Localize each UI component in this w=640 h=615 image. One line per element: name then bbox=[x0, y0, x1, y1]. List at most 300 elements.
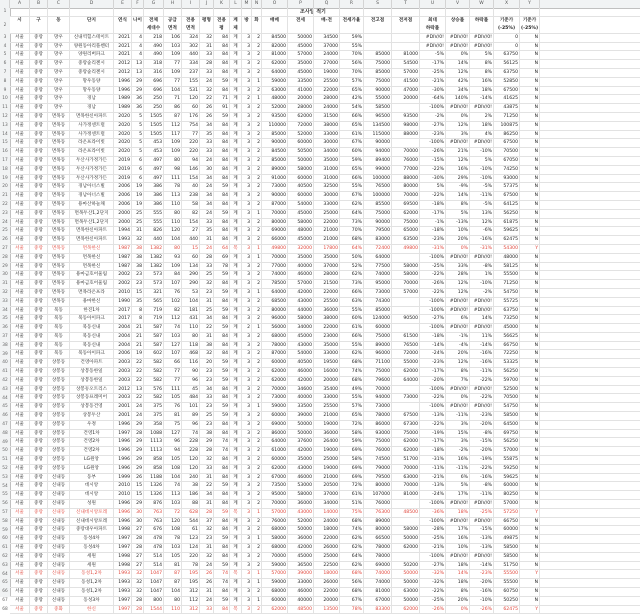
cell[interactable]: 74% bbox=[340, 368, 364, 377]
cell[interactable]: 16000 bbox=[314, 368, 340, 377]
cell[interactable]: 42% bbox=[446, 78, 470, 87]
cell[interactable]: 105 bbox=[164, 394, 182, 403]
cell[interactable]: 316 bbox=[144, 69, 164, 78]
cell[interactable]: 묵동아이파크 bbox=[70, 315, 114, 324]
cell[interactable]: 60000 bbox=[262, 412, 288, 421]
cell[interactable]: 100000 bbox=[364, 175, 392, 184]
cell[interactable]: 19000 bbox=[314, 465, 340, 474]
cell[interactable]: 32 bbox=[200, 34, 214, 43]
cell[interactable]: 중랑 bbox=[30, 87, 48, 96]
cell[interactable]: 76300 bbox=[364, 509, 392, 518]
cell[interactable]: 28 bbox=[200, 509, 214, 518]
cell[interactable]: 경남아너스빌 bbox=[70, 183, 114, 192]
cell[interactable]: 20% bbox=[446, 350, 470, 359]
cell[interactable]: 3 bbox=[242, 227, 252, 236]
cell[interactable]: 65% bbox=[340, 412, 364, 421]
cell[interactable]: 31 bbox=[200, 588, 214, 597]
cell[interactable]: 84 bbox=[214, 430, 230, 439]
cell[interactable]: 3 bbox=[242, 78, 252, 87]
cell[interactable]: 83000 bbox=[364, 236, 392, 245]
cell[interactable]: -5% bbox=[420, 51, 446, 60]
cell[interactable]: 32000 bbox=[288, 245, 314, 254]
cell[interactable]: 440 bbox=[182, 236, 200, 245]
cell[interactable]: 2 bbox=[252, 175, 262, 184]
cell[interactable]: 3% bbox=[446, 438, 470, 447]
cell[interactable]: 서울 bbox=[10, 166, 30, 175]
cell[interactable]: 0% bbox=[446, 245, 470, 254]
cell[interactable]: 68% bbox=[340, 570, 364, 579]
cell[interactable]: #DIV/0! bbox=[446, 403, 470, 412]
cell[interactable]: 228 bbox=[182, 447, 200, 456]
cell[interactable]: 69000 bbox=[364, 562, 392, 571]
cell[interactable]: 서울 bbox=[10, 271, 30, 280]
cell[interactable]: 60000 bbox=[364, 324, 392, 333]
cell[interactable]: 312 bbox=[182, 606, 200, 615]
cell[interactable]: 중랑 bbox=[30, 166, 48, 175]
header-cell[interactable]: 시 bbox=[10, 17, 30, 34]
cell[interactable]: 3 bbox=[242, 544, 252, 553]
cell[interactable]: 12% bbox=[446, 157, 470, 166]
cell[interactable]: -22% bbox=[420, 166, 446, 175]
cell[interactable]: 86000 bbox=[364, 421, 392, 430]
cell[interactable]: 묵동 bbox=[48, 315, 70, 324]
cell[interactable]: 33 bbox=[200, 219, 214, 228]
cell[interactable]: 상봉듀오트리스 bbox=[70, 386, 114, 395]
cell[interactable]: -16% bbox=[470, 588, 494, 597]
cell[interactable]: 89400 bbox=[364, 157, 392, 166]
row-number[interactable]: 17 bbox=[2, 158, 8, 163]
cell[interactable]: 587 bbox=[144, 324, 164, 333]
cell[interactable]: 계 bbox=[230, 315, 242, 324]
cell[interactable]: 62000 bbox=[392, 606, 420, 615]
cell[interactable]: 62000 bbox=[288, 113, 314, 122]
cell[interactable]: 84 bbox=[214, 34, 230, 43]
cell[interactable]: #DIV/0! bbox=[470, 518, 494, 527]
cell[interactable]: N bbox=[520, 394, 540, 403]
cell[interactable]: 1 bbox=[252, 570, 262, 579]
cell[interactable]: 14% bbox=[446, 192, 470, 201]
cell[interactable]: 77 bbox=[164, 377, 182, 386]
cell[interactable]: 45 bbox=[182, 386, 200, 395]
cell[interactable]: -18% bbox=[420, 333, 446, 342]
cell[interactable]: 상봉동 bbox=[48, 377, 70, 386]
row-number[interactable]: 27 bbox=[2, 246, 8, 251]
cell[interactable]: 60000 bbox=[288, 139, 314, 148]
cell[interactable]: 440 bbox=[182, 51, 200, 60]
cell[interactable]: 59 bbox=[214, 368, 230, 377]
cell[interactable]: 321 bbox=[144, 289, 164, 298]
cell[interactable]: 68000 bbox=[262, 588, 288, 597]
cell[interactable]: 64% bbox=[340, 553, 364, 562]
cell[interactable]: 2010 bbox=[114, 491, 132, 500]
cell[interactable]: 3 bbox=[242, 210, 252, 219]
cell[interactable]: 계 bbox=[230, 104, 242, 113]
cell[interactable]: 1990 bbox=[114, 298, 132, 307]
cell[interactable]: 118 bbox=[182, 342, 200, 351]
row-number[interactable]: 35 bbox=[2, 316, 8, 322]
cell[interactable] bbox=[164, 8, 182, 17]
cell[interactable]: 서울 bbox=[10, 315, 30, 324]
cell[interactable]: 3 bbox=[242, 412, 252, 421]
cell[interactable] bbox=[314, 8, 340, 17]
row-number[interactable]: 50 bbox=[2, 448, 8, 454]
cell[interactable]: 서울 bbox=[10, 491, 30, 500]
cell[interactable]: 3 bbox=[242, 69, 252, 78]
cell[interactable]: 계 bbox=[230, 280, 242, 289]
row-number[interactable]: 67 bbox=[2, 598, 8, 603]
cell[interactable]: 3 bbox=[242, 245, 252, 254]
cell[interactable]: N bbox=[520, 139, 540, 148]
cell[interactable] bbox=[392, 43, 420, 52]
cell[interactable]: 375 bbox=[144, 412, 164, 421]
cell[interactable]: 57250 bbox=[494, 509, 520, 518]
cell[interactable]: 2 bbox=[252, 491, 262, 500]
cell[interactable]: 30 bbox=[132, 518, 144, 527]
cell[interactable]: 29 bbox=[132, 438, 144, 447]
cell[interactable]: 47000 bbox=[392, 87, 420, 96]
cell[interactable]: 82 bbox=[182, 210, 200, 219]
cell[interactable]: 1382 bbox=[144, 245, 164, 254]
cell[interactable]: 두산사가정가든 bbox=[70, 175, 114, 184]
cell[interactable]: 1 bbox=[252, 597, 262, 606]
cell[interactable]: 50000 bbox=[288, 421, 314, 430]
cell[interactable]: 195 bbox=[182, 579, 200, 588]
cell[interactable]: N bbox=[520, 579, 540, 588]
cell[interactable]: 중랑 bbox=[30, 307, 48, 316]
cell[interactable]: 계 bbox=[230, 113, 242, 122]
cell[interactable]: 면목동 bbox=[48, 192, 70, 201]
cell[interactable]: 2 bbox=[252, 43, 262, 52]
cell[interactable]: 76000 bbox=[364, 447, 392, 456]
cell[interactable]: 36000 bbox=[314, 430, 340, 439]
cell[interactable]: 544 bbox=[182, 518, 200, 527]
cell[interactable]: 19 bbox=[132, 192, 144, 201]
cell[interactable]: 63750 bbox=[494, 307, 520, 316]
cell[interactable]: 3 bbox=[242, 526, 252, 535]
cell[interactable]: 94 bbox=[164, 447, 182, 456]
cell[interactable]: 중랑 bbox=[30, 570, 48, 579]
row-number[interactable]: 16 bbox=[2, 149, 8, 155]
cell[interactable]: 22 bbox=[132, 394, 144, 403]
cell[interactable]: 58000 bbox=[392, 526, 420, 535]
cell[interactable]: 27 bbox=[132, 562, 144, 571]
cell[interactable]: 면목동 bbox=[48, 157, 70, 166]
cell[interactable]: 상봉동 bbox=[48, 412, 70, 421]
cell[interactable]: 85000 bbox=[364, 307, 392, 316]
cell[interactable]: 59625 bbox=[494, 227, 520, 236]
cell[interactable]: 28000 bbox=[314, 95, 340, 104]
cell[interactable]: 계 bbox=[230, 333, 242, 342]
cell[interactable]: 1113 bbox=[144, 447, 164, 456]
cell[interactable]: 1382 bbox=[144, 263, 164, 272]
cell[interactable]: 1996 bbox=[114, 465, 132, 474]
cell[interactable]: 중랑 bbox=[30, 588, 48, 597]
cell[interactable]: 중랑 bbox=[30, 535, 48, 544]
cell[interactable]: 84 bbox=[214, 315, 230, 324]
cell[interactable]: 73250 bbox=[494, 315, 520, 324]
cell[interactable]: 경남 bbox=[70, 104, 114, 113]
cell[interactable]: 3 bbox=[242, 430, 252, 439]
cell[interactable]: 서울 bbox=[10, 307, 30, 316]
cell[interactable]: 58000 bbox=[288, 166, 314, 175]
header-cell[interactable]: 공급 면적 bbox=[164, 17, 182, 34]
cell[interactable]: 중랑 bbox=[30, 139, 48, 148]
cell[interactable]: 468 bbox=[182, 350, 200, 359]
cell[interactable]: 85000 bbox=[364, 51, 392, 60]
cell[interactable]: 22000 bbox=[314, 588, 340, 597]
cell[interactable]: 68% bbox=[340, 588, 364, 597]
cell[interactable]: 2 bbox=[252, 60, 262, 69]
cell[interactable]: 68% bbox=[340, 377, 364, 386]
cell[interactable]: 1047 bbox=[144, 570, 164, 579]
cell[interactable]: 120 bbox=[164, 227, 182, 236]
cell[interactable]: 계 bbox=[230, 298, 242, 307]
cell[interactable]: 26400 bbox=[314, 438, 340, 447]
row-number[interactable]: 60 bbox=[2, 536, 8, 542]
cell[interactable]: 2021 bbox=[114, 34, 132, 43]
cell[interactable]: 6 bbox=[132, 175, 144, 184]
cell[interactable]: 신내동 bbox=[48, 562, 70, 571]
cell[interactable]: 96 bbox=[164, 438, 182, 447]
cell[interactable]: 58500 bbox=[364, 104, 392, 113]
cell[interactable]: -15% bbox=[470, 438, 494, 447]
cell[interactable]: 46000 bbox=[288, 588, 314, 597]
cell[interactable]: 107 bbox=[164, 280, 182, 289]
cell[interactable]: 5% bbox=[420, 183, 446, 192]
cell[interactable]: N bbox=[520, 324, 540, 333]
cell[interactable]: 중랑 bbox=[30, 544, 48, 553]
cell[interactable]: N bbox=[520, 175, 540, 184]
cell[interactable]: 59 bbox=[214, 482, 230, 491]
cell[interactable]: 39000 bbox=[288, 570, 314, 579]
cell[interactable]: 2004 bbox=[114, 333, 132, 342]
cell[interactable]: 62000 bbox=[262, 60, 288, 69]
cell[interactable]: -23% bbox=[420, 359, 446, 368]
cell[interactable]: 2019 bbox=[114, 157, 132, 166]
cell[interactable]: 3 bbox=[242, 456, 252, 465]
cell[interactable]: 2 bbox=[252, 438, 262, 447]
cell[interactable]: 60 bbox=[182, 104, 200, 113]
cell[interactable]: 62% bbox=[340, 201, 364, 210]
cell[interactable]: 묵동 bbox=[48, 350, 70, 359]
cell[interactable]: 면목두산1,2단지 bbox=[70, 210, 114, 219]
cell[interactable]: 62% bbox=[340, 271, 364, 280]
cell[interactable]: 중랑 bbox=[30, 289, 48, 298]
cell[interactable]: N bbox=[520, 227, 540, 236]
cell[interactable]: 중랑 bbox=[30, 60, 48, 69]
cell[interactable]: 20% bbox=[446, 236, 470, 245]
cell[interactable]: 2020 bbox=[114, 131, 132, 140]
cell[interactable]: 라온프라이빗 bbox=[70, 139, 114, 148]
cell[interactable]: 중랑 bbox=[30, 562, 48, 571]
cell[interactable]: -23% bbox=[420, 236, 446, 245]
cell[interactable]: 74 bbox=[182, 430, 200, 439]
cell[interactable]: 453 bbox=[144, 148, 164, 157]
cell[interactable]: 59000 bbox=[262, 403, 288, 412]
cell[interactable]: 90 bbox=[182, 368, 200, 377]
cell[interactable]: 140% bbox=[446, 95, 470, 104]
cell[interactable]: N bbox=[520, 34, 540, 43]
cell[interactable]: 서울 bbox=[10, 456, 30, 465]
cell[interactable]: 40500 bbox=[288, 359, 314, 368]
cell[interactable]: 15 bbox=[132, 289, 144, 298]
cell[interactable]: 582 bbox=[144, 377, 164, 386]
cell[interactable]: -14% bbox=[470, 562, 494, 571]
cell[interactable]: -10% bbox=[470, 166, 494, 175]
cell[interactable]: 서울 bbox=[10, 342, 30, 351]
cell[interactable]: 565 bbox=[144, 298, 164, 307]
cell[interactable]: 26000 bbox=[314, 544, 340, 553]
cell[interactable]: 84 bbox=[214, 421, 230, 430]
cell[interactable]: 계 bbox=[230, 254, 242, 263]
cell[interactable]: -13% bbox=[420, 412, 446, 421]
cell[interactable]: 68500 bbox=[262, 298, 288, 307]
cell[interactable]: 면목동 bbox=[48, 201, 70, 210]
cell[interactable]: 628 bbox=[182, 509, 200, 518]
cell[interactable]: 서울 bbox=[10, 438, 30, 447]
cell[interactable]: 60000 bbox=[288, 192, 314, 201]
cell[interactable]: 50000 bbox=[392, 535, 420, 544]
cell[interactable]: 76000 bbox=[364, 500, 392, 509]
cell[interactable]: 73000 bbox=[364, 403, 392, 412]
cell[interactable]: 25500 bbox=[314, 78, 340, 87]
cell[interactable]: 16% bbox=[446, 166, 470, 175]
cell[interactable]: N bbox=[520, 210, 540, 219]
cell[interactable]: 3 bbox=[242, 289, 252, 298]
cell[interactable]: 50000 bbox=[392, 597, 420, 606]
row-number[interactable]: 46 bbox=[2, 413, 8, 419]
cell[interactable]: 12% bbox=[446, 122, 470, 131]
row-number[interactable]: 61 bbox=[2, 545, 8, 551]
cell[interactable]: -8% bbox=[470, 263, 494, 272]
cell[interactable]: 신내동 bbox=[48, 588, 70, 597]
cell[interactable]: 101 bbox=[182, 403, 200, 412]
cell[interactable]: 80000 bbox=[392, 183, 420, 192]
cell[interactable]: 17800 bbox=[314, 245, 340, 254]
cell[interactable]: 62000 bbox=[262, 465, 288, 474]
cell[interactable]: 70000 bbox=[392, 465, 420, 474]
cell[interactable]: 84 bbox=[214, 500, 230, 509]
cell[interactable]: 중랑 bbox=[30, 456, 48, 465]
cell[interactable]: 40000 bbox=[288, 394, 314, 403]
cell[interactable]: 계 bbox=[230, 263, 242, 272]
cell[interactable]: 96000 bbox=[262, 315, 288, 324]
cell[interactable]: 2 bbox=[252, 588, 262, 597]
cell[interactable]: 120 bbox=[182, 456, 200, 465]
cell[interactable]: #DIV/0! bbox=[470, 403, 494, 412]
cell[interactable]: 면목동 bbox=[48, 280, 70, 289]
cell[interactable]: 73000 bbox=[392, 394, 420, 403]
cell[interactable]: 상봉동한일 bbox=[70, 368, 114, 377]
cell[interactable]: 2006 bbox=[114, 192, 132, 201]
cell[interactable]: 중랑 bbox=[30, 95, 48, 104]
cell[interactable]: 21000 bbox=[314, 236, 340, 245]
cell[interactable]: 서울 bbox=[10, 157, 30, 166]
column-header-P[interactable]: P bbox=[288, 0, 314, 8]
cell[interactable]: 57% bbox=[340, 403, 364, 412]
cell[interactable]: 54000 bbox=[288, 350, 314, 359]
cell[interactable]: 망우 bbox=[48, 78, 70, 87]
cell[interactable]: 12% bbox=[470, 219, 494, 228]
cell[interactable]: 27 bbox=[132, 526, 144, 535]
cell[interactable]: 계 bbox=[230, 526, 242, 535]
cell[interactable]: 312 bbox=[182, 588, 200, 597]
cell[interactable]: 59000 bbox=[262, 78, 288, 87]
cell[interactable]: 83300 bbox=[364, 606, 392, 615]
cell[interactable]: 68% bbox=[340, 518, 364, 527]
cell[interactable] bbox=[70, 8, 114, 17]
cell[interactable]: 67000 bbox=[262, 474, 288, 483]
cell[interactable]: 5 bbox=[132, 148, 144, 157]
cell[interactable] bbox=[392, 8, 420, 17]
cell[interactable]: 망우 bbox=[48, 87, 70, 96]
cell[interactable]: 69% bbox=[340, 447, 364, 456]
cell[interactable]: 84 bbox=[214, 69, 230, 78]
row-number[interactable]: 66 bbox=[2, 589, 8, 595]
column-header-J[interactable]: J bbox=[200, 0, 214, 8]
cell[interactable]: 24000 bbox=[314, 51, 340, 60]
cell[interactable]: 75 bbox=[164, 421, 182, 430]
cell[interactable]: 60000 bbox=[494, 526, 520, 535]
cell[interactable]: 43000 bbox=[288, 298, 314, 307]
cell[interactable]: N bbox=[520, 60, 540, 69]
cell[interactable]: 36 bbox=[132, 104, 144, 113]
cell[interactable]: 면목동 bbox=[48, 263, 70, 272]
cell[interactable]: 중랑 bbox=[30, 500, 48, 509]
cell[interactable]: 58000 bbox=[288, 219, 314, 228]
cell[interactable]: 2020 bbox=[114, 122, 132, 131]
cell[interactable]: -100% bbox=[420, 298, 446, 307]
cell[interactable]: 66 bbox=[164, 359, 182, 368]
cell[interactable]: 3 bbox=[242, 236, 252, 245]
cell[interactable]: #DIV/0! bbox=[470, 34, 494, 43]
cell[interactable]: 1 bbox=[252, 403, 262, 412]
cell[interactable]: 서울 bbox=[10, 227, 30, 236]
cell[interactable]: 64500 bbox=[494, 421, 520, 430]
cell[interactable]: 면목동 bbox=[48, 254, 70, 263]
cell[interactable]: 84 bbox=[214, 350, 230, 359]
cell[interactable]: 31 bbox=[200, 474, 214, 483]
cell[interactable]: -16% bbox=[470, 236, 494, 245]
cell[interactable]: 서울 bbox=[10, 87, 30, 96]
cell[interactable]: 2010 bbox=[114, 482, 132, 491]
row-number[interactable]: 30 bbox=[2, 272, 8, 278]
cell[interactable]: 55% bbox=[340, 342, 364, 351]
cell[interactable]: -14% bbox=[470, 342, 494, 351]
header-cell[interactable]: 상승률 bbox=[446, 17, 470, 34]
cell[interactable]: 중랑 bbox=[30, 359, 48, 368]
cell[interactable]: 1382 bbox=[144, 254, 164, 263]
cell[interactable]: 중랑 bbox=[30, 421, 48, 430]
cell[interactable]: #DIV/0! bbox=[470, 254, 494, 263]
cell[interactable]: 120 bbox=[164, 518, 182, 527]
cell[interactable]: 중랑 bbox=[30, 474, 48, 483]
cell[interactable]: 82 bbox=[164, 307, 182, 316]
cell[interactable]: 서울 bbox=[10, 263, 30, 272]
cell[interactable]: 계 bbox=[230, 482, 242, 491]
cell[interactable]: 면목동 bbox=[48, 148, 70, 157]
cell[interactable]: 신내동 bbox=[48, 570, 70, 579]
cell[interactable]: 서울 bbox=[10, 78, 30, 87]
cell[interactable]: 38 bbox=[200, 342, 214, 351]
cell[interactable]: 15 bbox=[132, 491, 144, 500]
cell[interactable]: #DIV/0! bbox=[420, 34, 446, 43]
cell[interactable]: N bbox=[520, 95, 540, 104]
cell[interactable]: 86000 bbox=[262, 430, 288, 439]
cell[interactable]: -31% bbox=[420, 456, 446, 465]
cell[interactable]: 123 bbox=[182, 535, 200, 544]
cell[interactable]: 서울 bbox=[10, 69, 30, 78]
